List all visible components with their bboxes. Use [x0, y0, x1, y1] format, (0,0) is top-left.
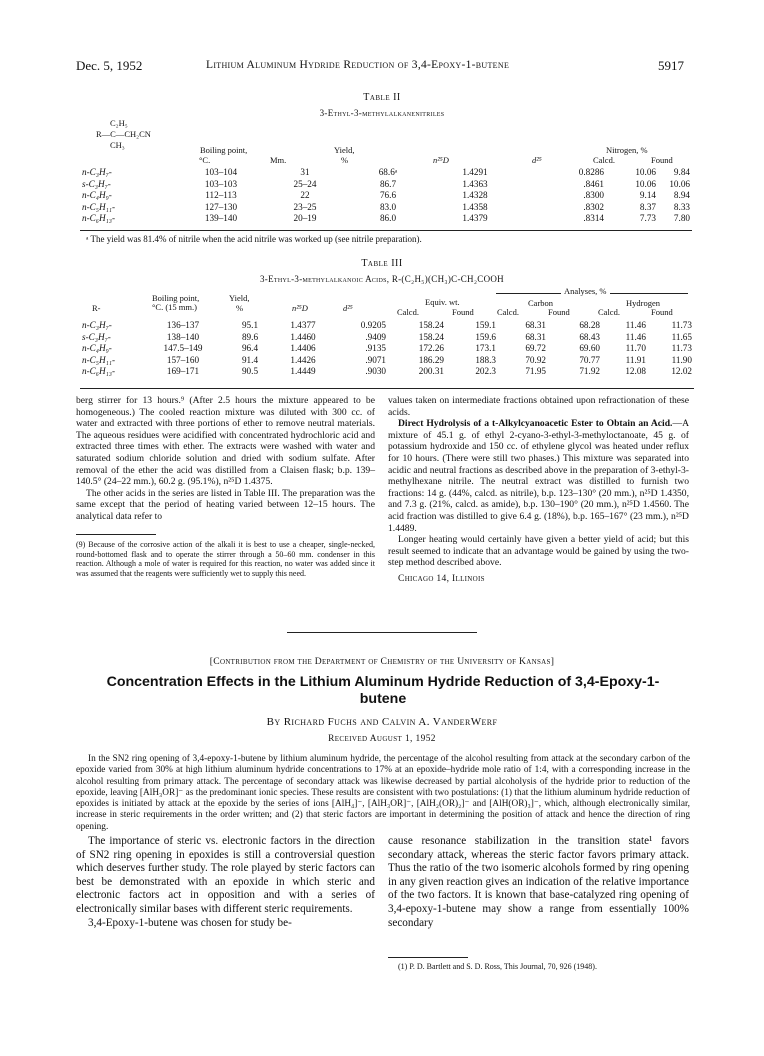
t3-r3-c3: 1.4426 [290, 354, 316, 365]
t2-r1-c6: 10.06 [635, 178, 656, 189]
article-right-column [388, 835, 689, 930]
structure-mid: R—C—CH₂CN [96, 129, 151, 139]
t2-h-nitrogen: Nitrogen, % [606, 145, 648, 155]
t2-r2-c6: 9.14 [639, 190, 656, 200]
t3-r4-c8: 71.92 [579, 366, 600, 376]
t3-r0-c1: 136–137 [166, 320, 200, 330]
left-para-2: The other acids in the series are listed in Table III. The preparation was the same except that the period of heating varied between 12–15 hours. The analytical data refer to [76, 487, 375, 522]
t3-r0-c0: n-C₃H₇- [82, 320, 112, 330]
table2-title: 3-Ethyl-3-methylalkanenitriles [319, 108, 445, 118]
table-row [80, 320, 694, 332]
contribution-line: [Contribution from the Department of Chemistry of the University of Kansas] [209, 656, 555, 667]
t2-r2-c7: 8.94 [673, 190, 690, 200]
right-heading: Direct Hydrolysis of a t-Alkylcyanoacetic Ester to Obtain an Acid. [398, 418, 673, 430]
table-row [80, 202, 692, 214]
t2-r0-c6: 10.06 [635, 167, 656, 177]
article-right-para-1: cause resonance stabilization in the transition state¹ favors secondary attack, whereas the steric factor favors primary attack. Thus the ratio of the two isomeric alcohols formed by ring opening in any given reaction gives an indication of the relative importance of the two factors. It is known that base-catalyzed ring opening of 3,4-epoxy-1-butene may show a range from essentially 100% secondary [388, 835, 689, 929]
t3-r4-c7: 71.95 [525, 366, 546, 376]
article-title-line1: Concentration Effects in the Lithium Aluminum Hydride Reduction of 3,4-Epoxy-1- [106, 674, 660, 690]
t2-r1-c7: 10.06 [669, 178, 690, 189]
structure-bottom: CH₃ [110, 140, 125, 150]
t3-r1-c1: 138–140 [166, 331, 200, 342]
t3-r1-c7: 68.31 [525, 331, 546, 342]
t2-r2-c3: 76.6 [379, 190, 397, 200]
t2-r0-c5: 0.8286 [578, 167, 604, 177]
t2-h-mm: Mm. [270, 155, 287, 165]
t3-r0-c8: 68.28 [579, 320, 600, 330]
t3-h-carbon: Carbon [528, 298, 554, 308]
t2-r4-c1: 139–140 [204, 213, 238, 223]
t2-r3-c0: n-C₅H₁₁- [82, 201, 116, 212]
t3-h-hydrogen: Hydrogen [626, 298, 660, 308]
header-page-number: 5917 [658, 58, 684, 73]
t2-r0-c7: 9.84 [673, 167, 690, 177]
t3-h-pct: % [236, 303, 244, 313]
t2-r4-c3: 86.0 [379, 213, 397, 223]
article-separator [287, 632, 477, 633]
article-footnote-rule [388, 957, 468, 958]
table3-label: Table III [361, 258, 403, 269]
t3-h-bp: Boiling point, [152, 293, 200, 303]
t2-r1-c0: s-C₃H₇- [82, 178, 111, 189]
t3-r3-c4: .9071 [365, 354, 386, 365]
table2-body [80, 167, 692, 225]
t2-h-d: d²⁵ [532, 155, 542, 165]
received-date: Received August 1, 1952 [328, 734, 436, 744]
t3-h-d: d²⁵ [343, 303, 353, 313]
table2-footnote: ᵃ The yield was 81.4% of nitrile when the acid nitrile was worked up (see nitrile preparation). [86, 234, 422, 244]
table-row [80, 366, 694, 378]
t2-r0-c0: n-C₃H₇- [82, 167, 112, 177]
table-row [80, 213, 692, 225]
t2-r1-c2: 25–24 [293, 178, 317, 189]
t3-h-equiv-calcd: Calcd. [397, 307, 419, 317]
t3-r4-c2: 90.5 [241, 366, 259, 376]
t3-r0-c5: 158.24 [418, 320, 444, 330]
article-left-column [76, 835, 375, 930]
table-row [80, 332, 694, 344]
t3-r4-c1: 169–171 [166, 366, 200, 376]
t3-r1-c5: 158.24 [418, 331, 444, 342]
t3-r0-c2: 95.1 [241, 320, 259, 330]
t3-r4-c5: 200.31 [418, 366, 444, 376]
t2-r4-c5: .8314 [583, 213, 604, 223]
t3-r3-c10: 11.90 [671, 354, 692, 365]
t3-h-analyses: Analyses, % [561, 286, 610, 296]
article-title [76, 674, 690, 708]
t3-h-c-found: Found [548, 307, 570, 317]
t2-r0-c1: 103–104 [204, 167, 238, 177]
article-footnote-1: (1) P. D. Bartlett and S. D. Ross, This Journal, 70, 926 (1948). [398, 962, 597, 971]
t3-h-c-calcd: Calcd. [497, 307, 519, 317]
table-row [80, 355, 694, 367]
t3-r0-c6: 159.1 [475, 320, 496, 330]
t2-r3-c7: 8.33 [673, 201, 690, 212]
t3-r0-c7: 68.31 [525, 320, 546, 330]
t2-h-pct: % [341, 155, 349, 165]
article-title-line2: butene [359, 691, 407, 707]
t3-r2-c9: 11.70 [625, 343, 646, 353]
t3-r4-c10: 12.02 [671, 366, 692, 376]
t2-r0-c2: 31 [300, 167, 310, 177]
t3-r3-c7: 70.92 [525, 354, 546, 365]
t3-r0-c9: 11.46 [625, 320, 646, 330]
t3-r2-c6: 173.1 [475, 343, 496, 353]
t2-r3-c6: 8.37 [639, 201, 656, 212]
t3-h-equiv-found: Found [452, 307, 474, 317]
right-para-3: Longer heating would certainly have given a better yield of acid; but this result seemed to indicate that an advantage would be gained by using the two-step method described above. [388, 534, 689, 569]
t3-h-yield: Yield, [229, 293, 250, 303]
t2-r3-c4: 1.4358 [462, 201, 488, 212]
table2-structure [96, 118, 151, 151]
table-row [80, 179, 692, 191]
t3-h-degc: °C. (15 mm.) [152, 302, 197, 312]
t2-r1-c4: 1.4363 [462, 178, 488, 189]
table-row [80, 343, 694, 355]
t2-r0-c3: 68.6ᵃ [378, 167, 398, 177]
left-column-text [76, 395, 375, 523]
t3-r0-c4: 0.9205 [360, 320, 386, 330]
article-left-para-1: The importance of steric vs. electronic factors in the direction of SN2 ring opening in epoxides is still a controversial question which deserves further study. The role played by steric factors can best be demonstrated with an epoxide in which steric and electronic factors act in opposition and with a series of electronically similar bases with different steric requirements. [76, 835, 375, 915]
t2-r4-c0: n-C₆H₁₃- [82, 213, 116, 223]
footnote-rule [76, 534, 156, 535]
left-footnote-9: (9) Because of the corrosive action of the alkali it is best to use a cheaper, single-necked, round-bottomed flask and to operate the stirrer through a 50–60 mm. condenser in this reaction. Although a mole of water is required for this reaction, no water was added since it was assumed that the reagents were sufficiently wet to supply this need. [76, 540, 375, 578]
t2-h-found: Found [651, 155, 673, 165]
t3-h-r: R- [92, 303, 101, 313]
t3-r1-c3: 1.4460 [290, 331, 316, 342]
right-para-1: values taken on intermediate fractions obtained upon refractionation of these acids. [388, 395, 689, 418]
structure-top: C₂H₅ [110, 118, 128, 128]
t2-r0-c4: 1.4291 [462, 167, 488, 177]
t2-r3-c2: 23–25 [293, 201, 317, 212]
table3-title: 3-Ethyl-3-methylalkanoic Acids, R-(C₂H₅)(CH₃)C-CH₂COOH [260, 274, 504, 284]
t2-r3-c5: .8302 [583, 201, 604, 212]
table2-bottom-rule [80, 230, 692, 231]
t3-r4-c6: 202.3 [475, 366, 496, 376]
right-column-text [388, 395, 689, 585]
t2-r3-c1: 127–130 [204, 201, 238, 212]
t3-h-h-found: Found [651, 307, 673, 317]
t3-r4-c3: 1.4449 [290, 366, 316, 376]
t3-r1-c6: 159.6 [475, 331, 496, 342]
t3-r2-c3: 1.4406 [290, 343, 316, 353]
t2-r2-c4: 1.4328 [462, 190, 488, 200]
t2-r4-c6: 7.73 [639, 213, 656, 223]
t3-h-h-calcd: Calcd. [598, 307, 620, 317]
t2-r2-c0: n-C₄H₉- [82, 190, 112, 200]
t2-r4-c4: 1.4379 [462, 213, 488, 223]
t3-r3-c5: 186.29 [418, 354, 444, 365]
t2-r2-c5: .8300 [583, 190, 604, 200]
t3-r3-c9: 11.91 [625, 354, 646, 365]
t3-r0-c3: 1.4377 [290, 320, 316, 330]
t2-h-degc: °C. [199, 155, 211, 165]
t2-r4-c7: 7.80 [673, 213, 690, 223]
t3-r1-c8: 68.43 [579, 331, 600, 342]
t2-r2-c2: 22 [300, 190, 310, 200]
t3-r0-c10: 11.73 [671, 320, 692, 330]
left-para-1: berg stirrer for 13 hours.⁹ (After 2.5 hours the mixture appeared to be homogeneous.) The cooled reaction mixture was diluted with 300 cc. of water and extracted with three portions of ether to remove neutral materials. The aqueous residues were acidified with concentrated hydrochloric acid and extracted three times with ether. The extracts were washed with water and saturated sodium chloride solution and dried with sodium sulfate. After removal of the ether the acid was distilled from a Claisen flask; b.p. 139–140.5° (24–22 mm.), 60.2 g. (95.1%), n²⁵D 1.4375. [76, 395, 375, 488]
table3-body [80, 320, 694, 378]
right-signature: Chicago 14, Illinois [398, 572, 485, 584]
t3-r1-c9: 11.46 [625, 331, 646, 342]
header-title: Lithium Aluminum Hydride Reduction of 3,4-Epoxy-1-butene [206, 59, 510, 71]
table-row [80, 167, 692, 179]
t3-r2-c5: 172.26 [418, 343, 444, 353]
article-authors: By Richard Fuchs and Calvin A. VanderWerf [266, 716, 498, 728]
t3-r2-c7: 69.72 [525, 343, 546, 353]
t3-r3-c8: 70.77 [579, 354, 600, 365]
t3-r1-c2: 89.6 [241, 331, 259, 342]
table-row [80, 190, 692, 202]
t3-r3-c0: n-C₅H₁₁- [82, 354, 116, 365]
t2-h-nd: n²⁵D [433, 155, 449, 165]
t2-r1-c5: .8461 [583, 178, 604, 189]
t3-r2-c4: .9135 [365, 343, 386, 353]
t3-r2-c8: 69.60 [579, 343, 600, 353]
t3-r2-c10: 11.73 [671, 343, 692, 353]
t3-r1-c4: .9409 [365, 331, 386, 342]
t2-r2-c1: 112–113 [205, 190, 237, 200]
t2-r4-c2: 20–19 [293, 213, 317, 223]
t3-r4-c9: 12.08 [625, 366, 646, 376]
t2-h-calcd: Calcd. [593, 155, 615, 165]
t2-h-yield: Yield, [334, 145, 355, 155]
t3-r4-c4: .9030 [365, 366, 386, 376]
header-date: Dec. 5, 1952 [76, 58, 143, 73]
table3-bottom-rule [80, 388, 694, 389]
t3-r1-c0: s-C₃H₇- [82, 331, 111, 342]
t3-r3-c2: 91.4 [241, 354, 259, 365]
abstract: In the SN2 ring opening of 3,4-epoxy-1-butene by lithium aluminum hydride, the percentage of the alcohol resulting from attack at the secondary carbon of the epoxide varied from 30% at high lithium aluminum hydride concentrations to 17% at an epoxide–hydride mole ratio of 1:4, with a corresponding increase in the alcohol resulting from primary attack. The percentage of secondary attack was likewise decreased by partial alcoholysis of the hydride prior to reduction of the epoxide, leaving [AlH₃OR]⁻ as the predominant ionic species. These results are consistent with two postulations: (1) that the lithium aluminum hydride reduction of epoxides is initiated by attack at the epoxide by the series of ions [AlH₄]⁻, [AlH₃OR]⁻, [AlH₂(OR)₂]⁻ and [AlH(OR)₃]⁻, which, although electronically similar, increase in steric requirements in the order written; and (2) that steric factors are important in determining the position of attack and hence the direction of ring opening. [76, 754, 690, 832]
table2-label: Table II [363, 92, 401, 103]
t3-r3-c1: 157–160 [166, 354, 200, 365]
t2-h-bp: Boiling point, [200, 145, 248, 155]
t3-h-equiv: Equiv. wt. [425, 297, 460, 307]
t2-r1-c3: 86.7 [379, 178, 397, 189]
t2-r1-c1: 103–103 [204, 178, 238, 189]
t3-r2-c1: 147.5–149 [163, 343, 203, 353]
t2-r3-c3: 83.0 [379, 201, 397, 212]
article-left-para-2: 3,4-Epoxy-1-butene was chosen for study be- [88, 916, 292, 929]
t3-r2-c0: n-C₄H₉- [82, 343, 112, 353]
t3-r4-c0: n-C₆H₁₃- [82, 366, 116, 376]
right-para-2: —A mixture of 45.1 g. of ethyl 2-cyano-3-ethyl-3-methyloctanoate, 45 g. of potassium hydroxide and 150 cc. of ethylene glycol was heated under reflux for 10 hours. (There were still two phases.) This mixture was separated into acidic and neutral fractions as described above in the preparation of 3-ethyl-3-methylhexane nitrile. The neutral extract was distilled to furnish two fractions: 14 g. (44%, calcd. as nitrile), b.p. 123–130° (20 mm.), n²⁵D 1.4350, and 7.3 g. (21%, calcd. as amide), b.p. 130–190° (20 mm.), n²⁵D 1.4560. The acid fraction was distilled to give 6.4 g. (18%), b.p. 165–167° (23 mm.), n²⁵D 1.4489. [388, 418, 689, 534]
t3-h-nd: n²⁵D [292, 303, 308, 313]
t3-r2-c2: 96.4 [241, 343, 259, 353]
t3-r3-c6: 188.3 [475, 354, 496, 365]
t3-r1-c10: 11.65 [671, 331, 692, 342]
